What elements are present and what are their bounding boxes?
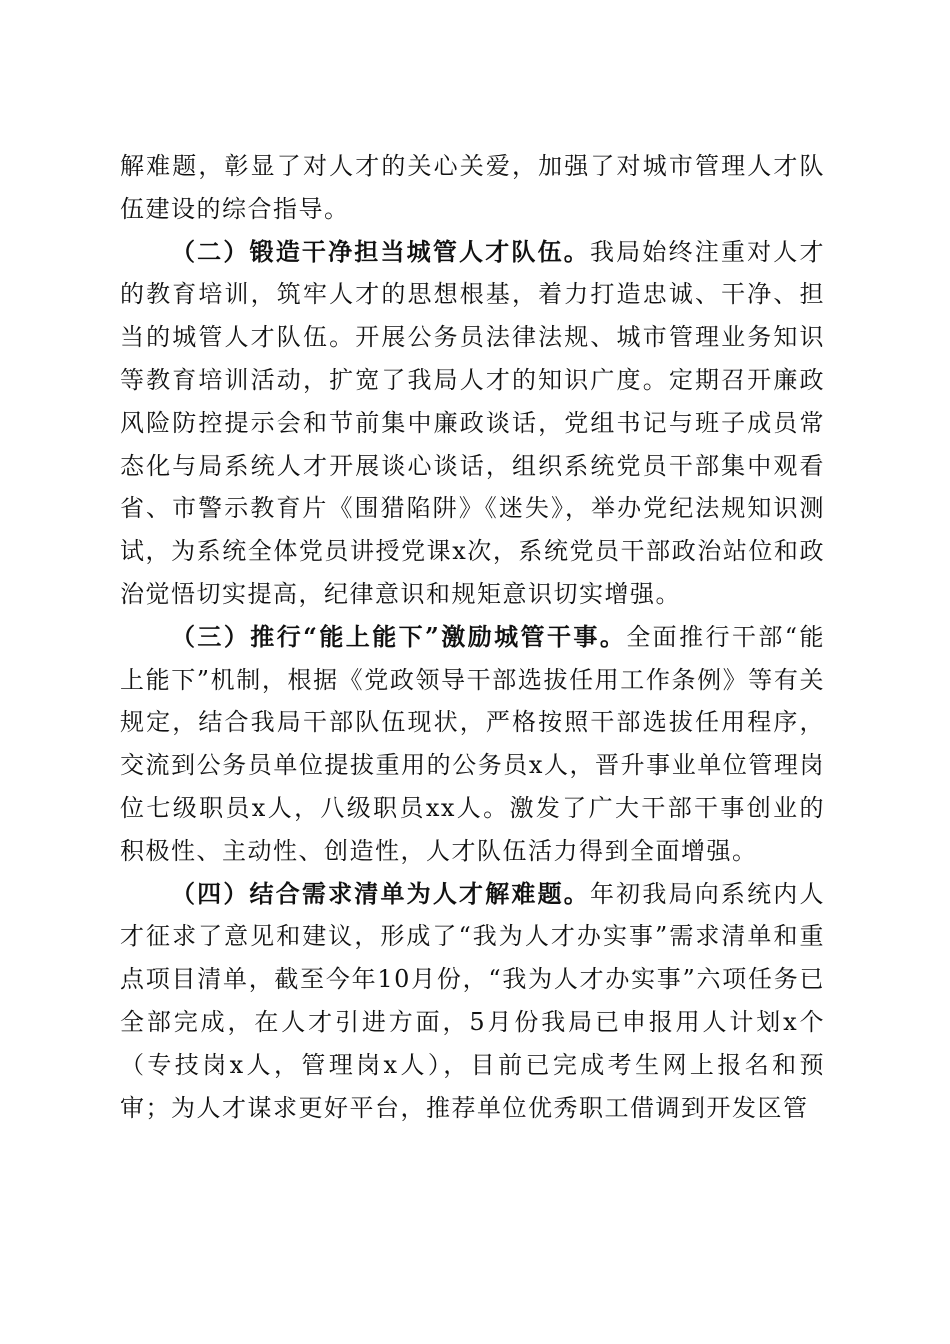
document-page: [120, 145, 825, 1129]
paragraph-section-3: [120, 616, 825, 873]
paragraph-section-4: [120, 873, 825, 1130]
paragraph-text: 我局始终注重对人才的教育培训，筑牢人才的思想根基，着力打造忠诚、干净、担当的城管人才队伍。开展公务员法律法规、城市管理业务知识等教育培训活动，扩宽了我局人才的知识广度。定期召开廉政风险防控提示会和节前集中廉政谈话，党组书记与班子成员常态化与局系统人才开展谈心谈话，组织系统党员干部集中观看省、市警示教育片《围猎陷阱》《迷失》，举办党纪法规知识测试，为系统全体党员讲授党课x次，系统党员干部政治站位和政治觉悟切实提高，纪律意识和规矩意识切实增强。: [120, 237, 825, 608]
paragraph-section-2: [120, 231, 825, 616]
paragraph-text: 解难题，彰显了对人才的关心关爱，加强了对城市管理人才队伍建设的综合指导。: [120, 152, 825, 223]
paragraph-continuation: [120, 145, 825, 231]
section-heading: （三）推行“能上能下”激励城管干事。: [171, 621, 627, 651]
section-heading: （四）结合需求清单为人才解难题。: [171, 878, 590, 908]
paragraph-text: 年初我局向系统内人才征求了意见和建议，形成了“我为人才办实事”需求清单和重点项目清单，截至今年10月份，“我为人才办实事”六项任务已全部完成，在人才引进方面，5月份我局已申报用人计划x个（专技岗x人，管理岗x人），目前已完成考生网上报名和预审；为人才谋求更好平台，推荐单位优秀职工借调到开发区管: [120, 879, 825, 1122]
section-heading: （二）锻造干净担当城管人才队伍。: [171, 236, 590, 266]
paragraph-text: 全面推行干部“能上能下”机制，根据《党政领导干部选拔任用工作条例》等有关规定，结合我局干部队伍现状，严格按照干部选拔任用程序，交流到公务员单位提拔重用的公务员x人，晋升事业单位管理岗位七级职员x人，八级职员xx人。激发了广大干部干事创业的积极性、主动性、创造性，人才队伍活力得到全面增强。: [120, 622, 825, 865]
